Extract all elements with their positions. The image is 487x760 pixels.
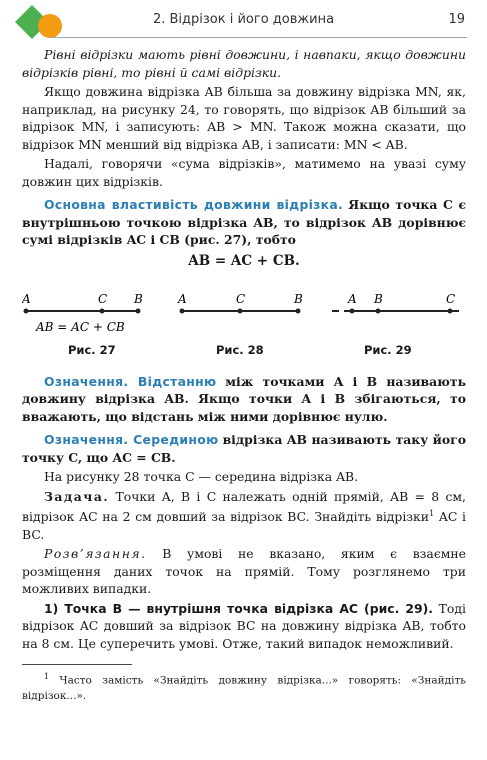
property-text: Якщо точка C є внутрішньою точкою відрізка AB, то відрізок AB дорівнює сумі відрізків AC і CB (рис. 27), тобто (22, 197, 466, 247)
definition-distance (22, 373, 466, 426)
solution (22, 545, 466, 598)
footnote-mark: 1 (44, 672, 50, 682)
case-1 (22, 600, 466, 653)
fig28-label-c: C (236, 291, 246, 306)
page-header (0, 0, 487, 42)
paragraph-sum: Надалі, говорячи «сума відрізків», матимемо на увазі суму довжин цих відрізків. (22, 156, 466, 189)
header-rule (50, 37, 467, 38)
fig29-label-c: C (446, 291, 456, 306)
chapter-title: 2. Відрізок і його довжина (152, 12, 335, 27)
fig29-label-b: B (374, 291, 383, 306)
case-1-title: 1) Точка B — внутрішня точка відрізка AC (рис. 29). (44, 600, 433, 616)
task-footnote-mark: 1 (429, 509, 435, 518)
task-title: Задача. (44, 488, 110, 504)
page-number: 19 (448, 12, 465, 27)
case-1-text: Тоді відрізок AC довший за відрізок BC на довжину відрізка AB, тобто на 8 см. Це суперечить умові. Отже, такий випадок неможливий. (22, 600, 466, 651)
caption-fig29: Рис. 29 (364, 342, 412, 357)
definition-distance-title: Означення. Відстанню (44, 373, 217, 389)
figure-29 (332, 292, 462, 314)
footnote-text: Часто замість «Знайдіть довжину відрізка...» говорять: «Знайдіть відрізок...». (22, 674, 466, 702)
definition-midpoint-text: відрізка AB називають таку його точку C, що AC = CB. (22, 432, 466, 465)
paragraph-equal-segments: Рівні відрізки мають рівні довжини, і навпаки, якщо довжини відрізків рівні, то рівні й самі відрізки. (22, 47, 466, 80)
paragraph-comparison: Якщо довжина відрізка AB більша за довжину відрізка MN, як, наприклад, на рисунку 24, то говорять, що відрізок AB більший за відрізок MN, і записують: AB > MN. Також можна сказати, що відрізок MN менший від відрізка AB, і записати: MN < AB. (22, 84, 466, 152)
figure-captions (22, 343, 466, 363)
figures-row (22, 275, 466, 367)
footnote-rule (22, 664, 132, 665)
fig27-equation: AB = AC + CB (36, 319, 125, 334)
caption-fig28: Рис. 28 (216, 342, 264, 357)
figure-27 (22, 292, 143, 334)
fig28-label-a: A (178, 291, 187, 306)
footnote (22, 669, 466, 704)
formula: AB = AC + CB. (188, 252, 300, 269)
fig28-label-b: B (294, 291, 303, 306)
fig27-label-c: C (98, 291, 108, 306)
definition-midpoint (22, 431, 466, 466)
caption-fig27: Рис. 27 (68, 342, 116, 357)
paragraph-midpoint-example: На рисунку 28 точка C — середина відрізка AB. (44, 469, 359, 484)
fig27-label-a: A (22, 291, 31, 306)
property-statement (22, 196, 466, 249)
task-text-end: AC і BC. (22, 509, 466, 542)
figure-28 (177, 292, 303, 314)
task-text: Точки A, B і C належать одній прямій, AB = 8 см, відрізок AC на 2 см довший за відрізок BC. Знайдіть відрізки (22, 488, 466, 525)
fig27-label-b: B (134, 291, 143, 306)
definition-distance-text: між точками A і B називають довжину відрізка AB. Якщо точки A і B збігаються, то вважають, що відстань між ними дорівнює нулю. (22, 373, 466, 424)
fig29-label-a: A (348, 291, 357, 306)
task (22, 488, 466, 544)
solution-text: В умові не вказано, яким є взаємне розміщення даних точок на прямій. Тому розглянемо три можливих випадки. (22, 546, 466, 597)
property-title: Основна властивість довжини відрізка. (44, 197, 344, 212)
definition-midpoint-title: Означення. Серединою (44, 432, 219, 447)
solution-title: Розв’язання. (44, 546, 147, 562)
page-content (22, 46, 466, 704)
